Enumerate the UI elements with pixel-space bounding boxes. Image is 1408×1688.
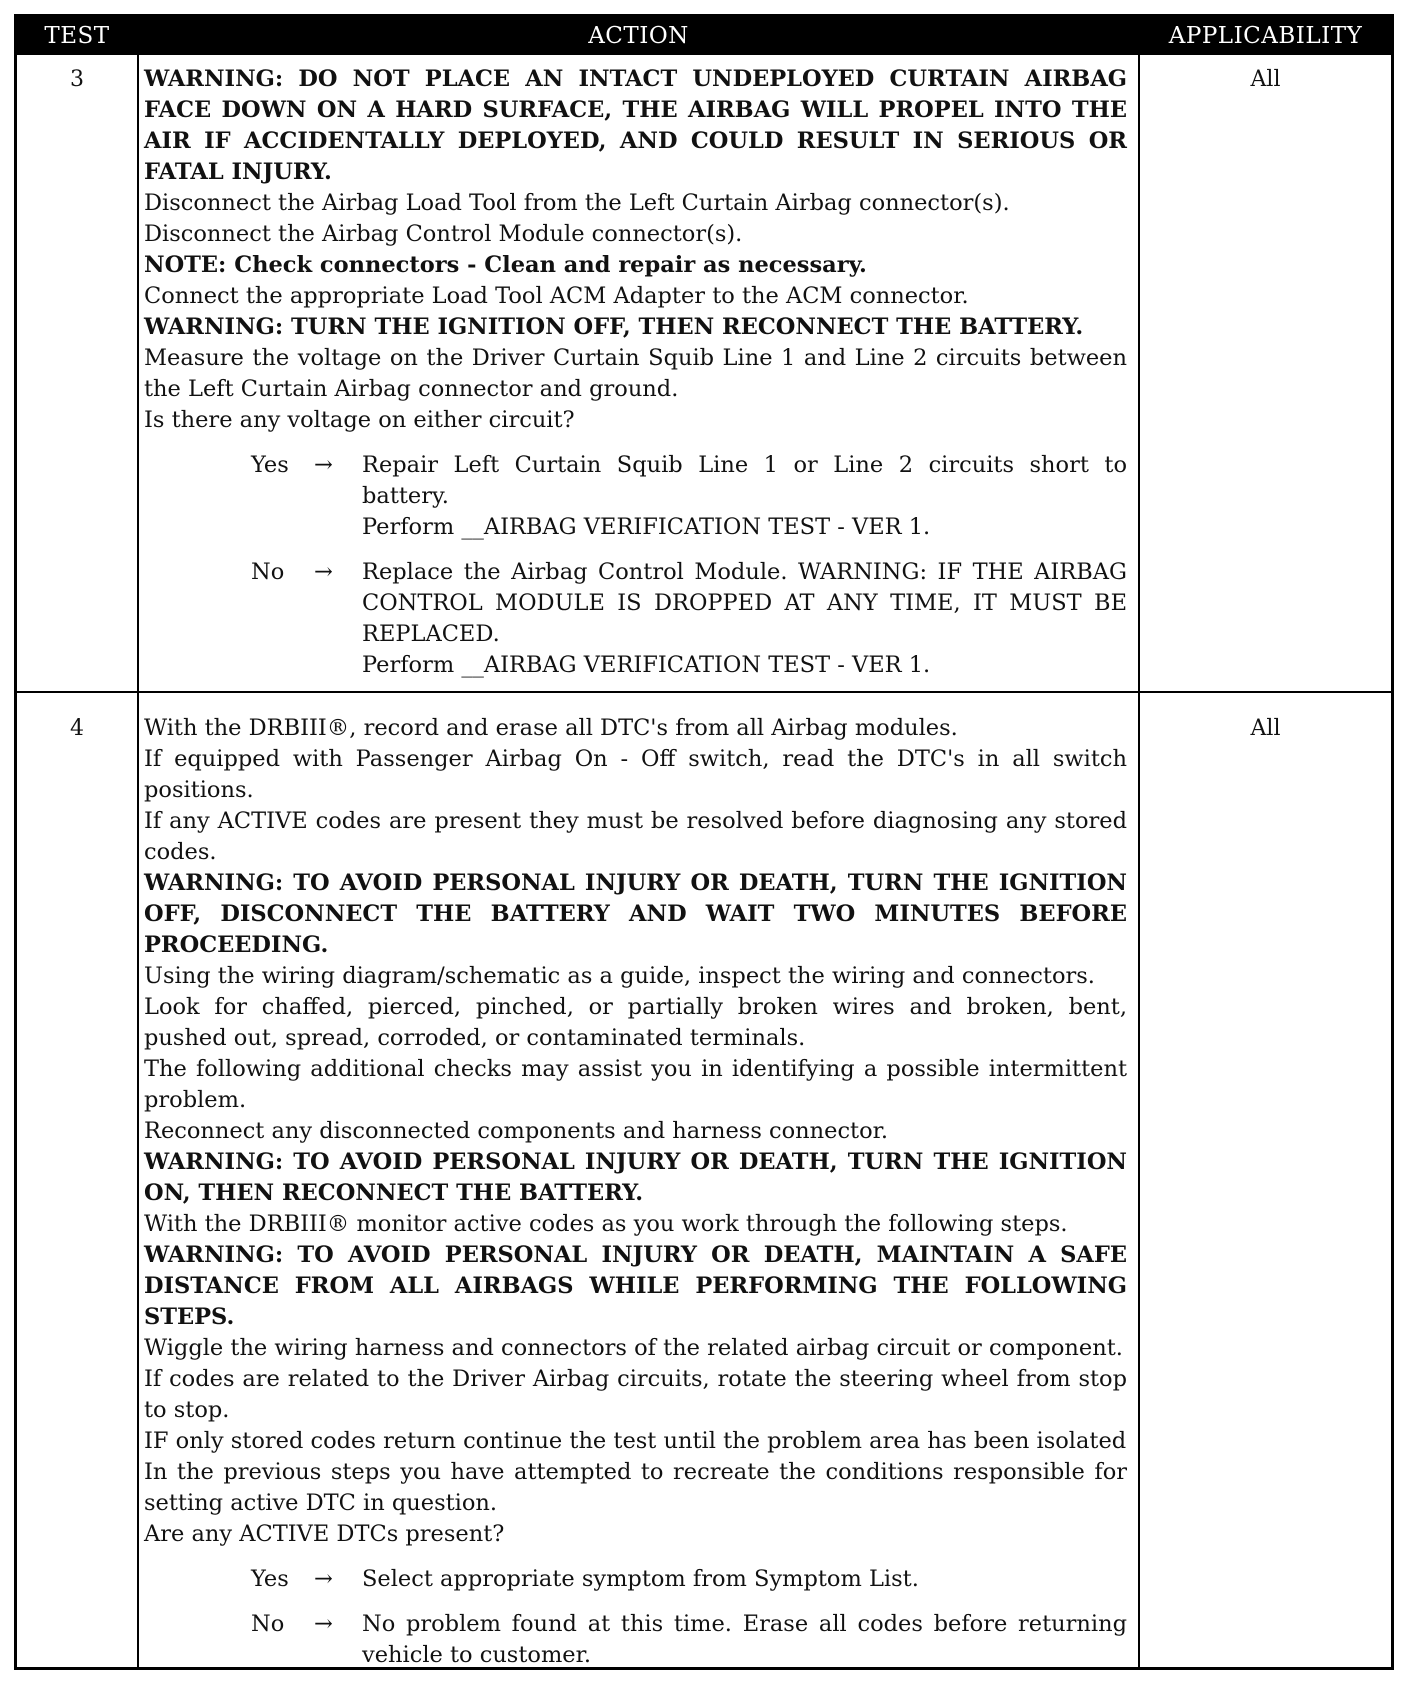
instruction-text: Connect the appropriate Load Tool ACM Adapter to the ACM connector. [144,283,969,309]
warning-text: WARNING: TO AVOID PERSONAL INJURY OR DEATH, TURN THE IGNITION OFF, DISCONNECT THE BATTERY AND WAIT TWO MINUTES BEFORE PROCEEDING. [144,870,1127,958]
row-action [144,713,1127,1671]
header-test: TEST [44,23,110,49]
answer-text: Repair Left Curtain Squib Line 1 or Line 2 circuits short to battery. [362,452,1127,509]
instruction-text: Disconnect the Airbag Control Module connector(s). [144,221,743,247]
instruction-text: If equipped with Passenger Airbag On - Off switch, read the DTC's in all switch positions. [144,746,1127,803]
row-applicability: All [1250,67,1281,92]
answer-key: Yes [251,1566,289,1592]
instruction-text: The following additional checks may assist you in identifying a possible intermittent problem. [144,1056,1127,1113]
instruction-text: If any ACTIVE codes are present they must be resolved before diagnosing any stored codes. [144,808,1127,865]
instruction-text: If codes are related to the Driver Airbag circuits, rotate the steering wheel from stop to stop. [144,1366,1127,1423]
answer-key: No [251,559,285,585]
row-divider [17,691,1391,693]
answer-yes [144,1564,1127,1595]
diagnostic-table [14,14,1394,1670]
instruction-text: Using the wiring diagram/schematic as a guide, inspect the wiring and connectors. [144,963,1095,989]
instruction-text: Is there any voltage on either circuit? [144,407,575,433]
answer-no [144,557,1127,681]
arrow-right-icon: → [314,1566,333,1592]
table-header [17,17,1391,55]
instruction-text: In the previous steps you have attempted to recreate the conditions responsible for setting active DTC in question. [144,1459,1127,1516]
answer-text: Perform __AIRBAG VERIFICATION TEST - VER 1. [362,514,931,540]
warning-text: WARNING: TO AVOID PERSONAL INJURY OR DEATH, TURN THE IGNITION ON, THEN RECONNECT THE BATTERY. [144,1149,1127,1206]
row-action [144,64,1127,681]
answer-key: Yes [251,452,289,478]
arrow-right-icon: → [314,1611,333,1637]
answer-text: Replace the Airbag Control Module. WARNING: IF THE AIRBAG CONTROL MODULE IS DROPPED AT ANY TIME, IT MUST BE REPLACED. [362,559,1127,647]
row-test-number: 4 [70,716,84,741]
row-test-number: 3 [70,67,84,92]
answer-yes [144,450,1127,543]
answer-no [144,1609,1127,1671]
answer-key: No [251,1611,285,1637]
header-action: ACTION [588,23,689,49]
warning-text: WARNING: DO NOT PLACE AN INTACT UNDEPLOYED CURTAIN AIRBAG FACE DOWN ON A HARD SURFACE, THE AIRBAG WILL PROPEL INTO THE AIR IF ACCIDENTALLY DEPLOYED, AND COULD RESULT IN SERIOUS OR FATAL INJURY. [144,66,1127,185]
arrow-right-icon: → [314,559,333,585]
instruction-text: Reconnect any disconnected components and harness connector. [144,1118,889,1144]
instruction-text: Look for chaffed, pierced, pinched, or partially broken wires and broken, bent, pushed out, spread, corroded, or contaminated terminals. [144,994,1127,1051]
warning-text: WARNING: TO AVOID PERSONAL INJURY OR DEATH, MAINTAIN A SAFE DISTANCE FROM ALL AIRBAGS WHILE PERFORMING THE FOLLOWING STEPS. [144,1242,1127,1330]
column-divider [1138,55,1140,1667]
answer-text: Select appropriate symptom from Symptom List. [362,1566,919,1592]
row-applicability: All [1250,716,1281,741]
warning-text: WARNING: TURN THE IGNITION OFF, THEN RECONNECT THE BATTERY. [144,314,1084,340]
instruction-text: With the DRBIII®, record and erase all DTC's from all Airbag modules. [144,715,958,741]
instruction-text: Wiggle the wiring harness and connectors of the related airbag circuit or component. [144,1335,1123,1361]
warning-text: NOTE: Check connectors - Clean and repair as necessary. [144,252,867,278]
instruction-text: IF only stored codes return continue the test until the problem area has been isolated [144,1428,1127,1454]
instruction-text: With the DRBIII® monitor active codes as you work through the following steps. [144,1211,1068,1237]
answer-text: No problem found at this time. Erase all codes before returning vehicle to customer. [362,1611,1127,1668]
instruction-text: Are any ACTIVE DTCs present? [144,1521,505,1547]
column-divider [137,55,139,1667]
header-applicability: APPLICABILITY [1168,23,1363,49]
arrow-right-icon: → [314,452,333,478]
instruction-text: Measure the voltage on the Driver Curtain Squib Line 1 and Line 2 circuits between the Left Curtain Airbag connector and ground. [144,345,1127,402]
instruction-text: Disconnect the Airbag Load Tool from the Left Curtain Airbag connector(s). [144,190,1010,216]
answer-text: Perform __AIRBAG VERIFICATION TEST - VER 1. [362,652,931,678]
